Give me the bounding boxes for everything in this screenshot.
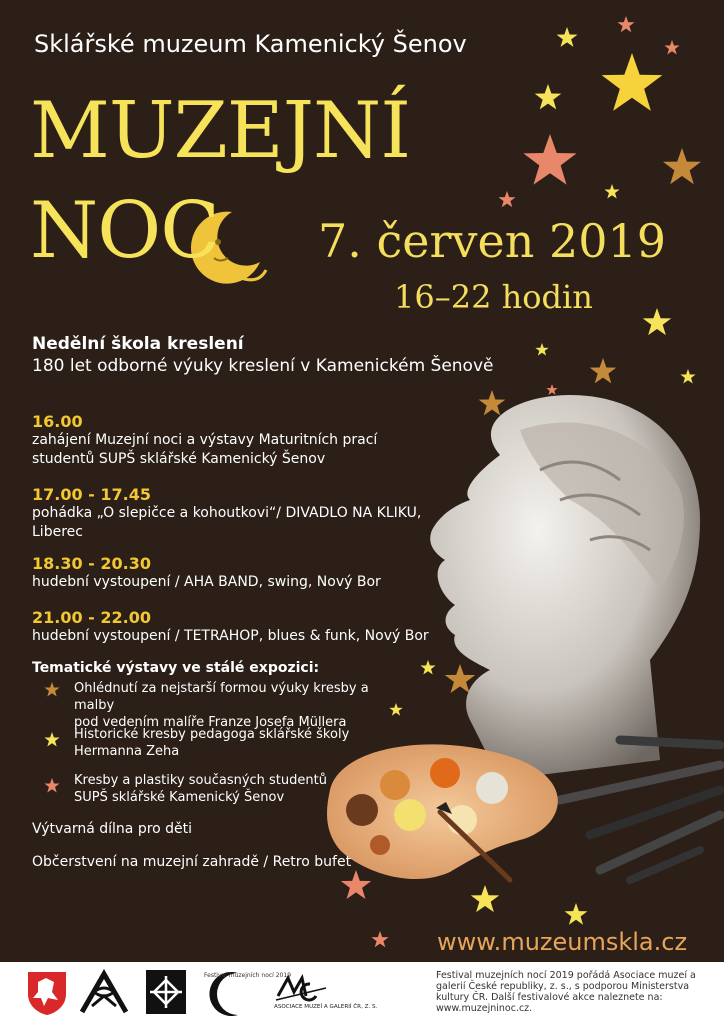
- star-icon: [479, 390, 506, 415]
- star-icon: [535, 343, 548, 356]
- star-icon: [341, 870, 371, 899]
- intro-text: 180 let odborné výuky kreslení v Kamenickém Šenově: [32, 356, 494, 376]
- bust-illustration: [430, 395, 700, 780]
- program-line: hudební vystoupení / TETRAHOP, blues & funk, Nový Bor: [32, 628, 429, 644]
- exhibition-line: Kresby a plastiky současných studentů: [74, 773, 327, 788]
- school-logo: [78, 968, 130, 1016]
- program-line: zahájení Muzejní noci a výstavy Maturitních prací: [32, 432, 378, 448]
- star-icon: [523, 134, 576, 185]
- star-icon: [664, 40, 679, 54]
- exhibition-item: [74, 680, 404, 731]
- program-line: Liberec: [32, 524, 83, 540]
- program-item: [32, 554, 381, 592]
- program-time: 21.00 - 22.00: [32, 608, 151, 627]
- footer-text: Festival muzejních nocí 2019 pořádá Asociace muzeí a galerií České republiky, z. s., s podporou Ministerstva kultury ČR. Další festivalové akce naleznete na: www.muzejninoc.cz.: [436, 970, 696, 1014]
- exhibition-line: pod vedením malíře Franze Josefa Müllera: [74, 715, 347, 730]
- exhibition-line: Historické kresby pedagoga sklářské školy: [74, 727, 350, 742]
- star-icon: [546, 384, 557, 395]
- coat-of-arms-logo: [24, 968, 70, 1016]
- program-line: hudební vystoupení / AHA BAND, swing, Nový Bor: [32, 574, 381, 590]
- workshop-text: Výtvarná dílna pro děti: [32, 821, 193, 837]
- exhibition-line: Hermanna Zeha: [74, 744, 180, 759]
- bullet-star-icon: [44, 778, 59, 792]
- program-time: 18.30 - 20.30: [32, 554, 151, 573]
- refreshment-text: Občerstvení na muzejní zahradě / Retro bufet: [32, 854, 352, 870]
- program-item: [32, 485, 421, 542]
- program-item: [32, 412, 377, 469]
- exhibitions-heading: Tematické výstavy ve stálé expozici:: [32, 660, 320, 676]
- amg-logo-text: ASOCIACE MUZEÍ A GALERIÍ ČR, Z. S.: [274, 1004, 378, 1010]
- museum-logo: [146, 970, 186, 1014]
- star-icon: [590, 358, 617, 383]
- program-time: 16.00: [32, 412, 83, 431]
- star-icon: [663, 148, 701, 184]
- star-icon: [371, 931, 388, 947]
- event-hours: 16–22 hodin: [394, 278, 593, 316]
- bullet-star-icon: [44, 732, 59, 746]
- festival-logo-text: Festival muzejních nocí 2019: [204, 972, 292, 979]
- museum-name: Sklářské muzeum Kamenický Šenov: [34, 30, 467, 58]
- intro-heading: Nedělní škola kreslení: [32, 334, 244, 354]
- program-time: 17.00 - 17.45: [32, 485, 151, 504]
- star-icon: [617, 16, 634, 32]
- bullet-star-icon: [44, 682, 59, 696]
- title-line-2: NOC: [30, 186, 219, 276]
- star-icon: [643, 308, 672, 335]
- exhibition-line: SUPŠ sklářské Kamenický Šenov: [74, 790, 285, 805]
- website-link[interactable]: www.muzeumskla.cz: [437, 928, 688, 956]
- exhibition-line: Ohlédnutí za nejstarší formou výuky kresby a malby: [74, 681, 369, 713]
- amg-logo: [270, 970, 378, 1018]
- star-icon: [471, 885, 500, 912]
- program-line: pohádka „O slepičce a kohoutkovi“/ DIVADLO NA KLIKU,: [32, 505, 422, 521]
- exhibition-item: [74, 772, 404, 806]
- star-icon: [535, 84, 562, 109]
- exhibition-item: [74, 726, 404, 760]
- palette-illustration: [327, 744, 558, 880]
- star-icon: [498, 191, 515, 207]
- program-line: studentů SUPŠ sklářské Kamenický Šenov: [32, 451, 326, 467]
- event-date: 7. červen 2019: [318, 214, 667, 268]
- festival-logo: [198, 965, 292, 1023]
- star-icon: [680, 369, 695, 383]
- star-icon: [420, 660, 435, 674]
- title-line-1: MUZEJNÍ: [30, 86, 411, 176]
- star-icon: [557, 27, 578, 47]
- star-icon: [602, 53, 663, 111]
- star-icon: [565, 903, 588, 925]
- star-icon: [604, 184, 619, 198]
- program-item: [32, 608, 429, 646]
